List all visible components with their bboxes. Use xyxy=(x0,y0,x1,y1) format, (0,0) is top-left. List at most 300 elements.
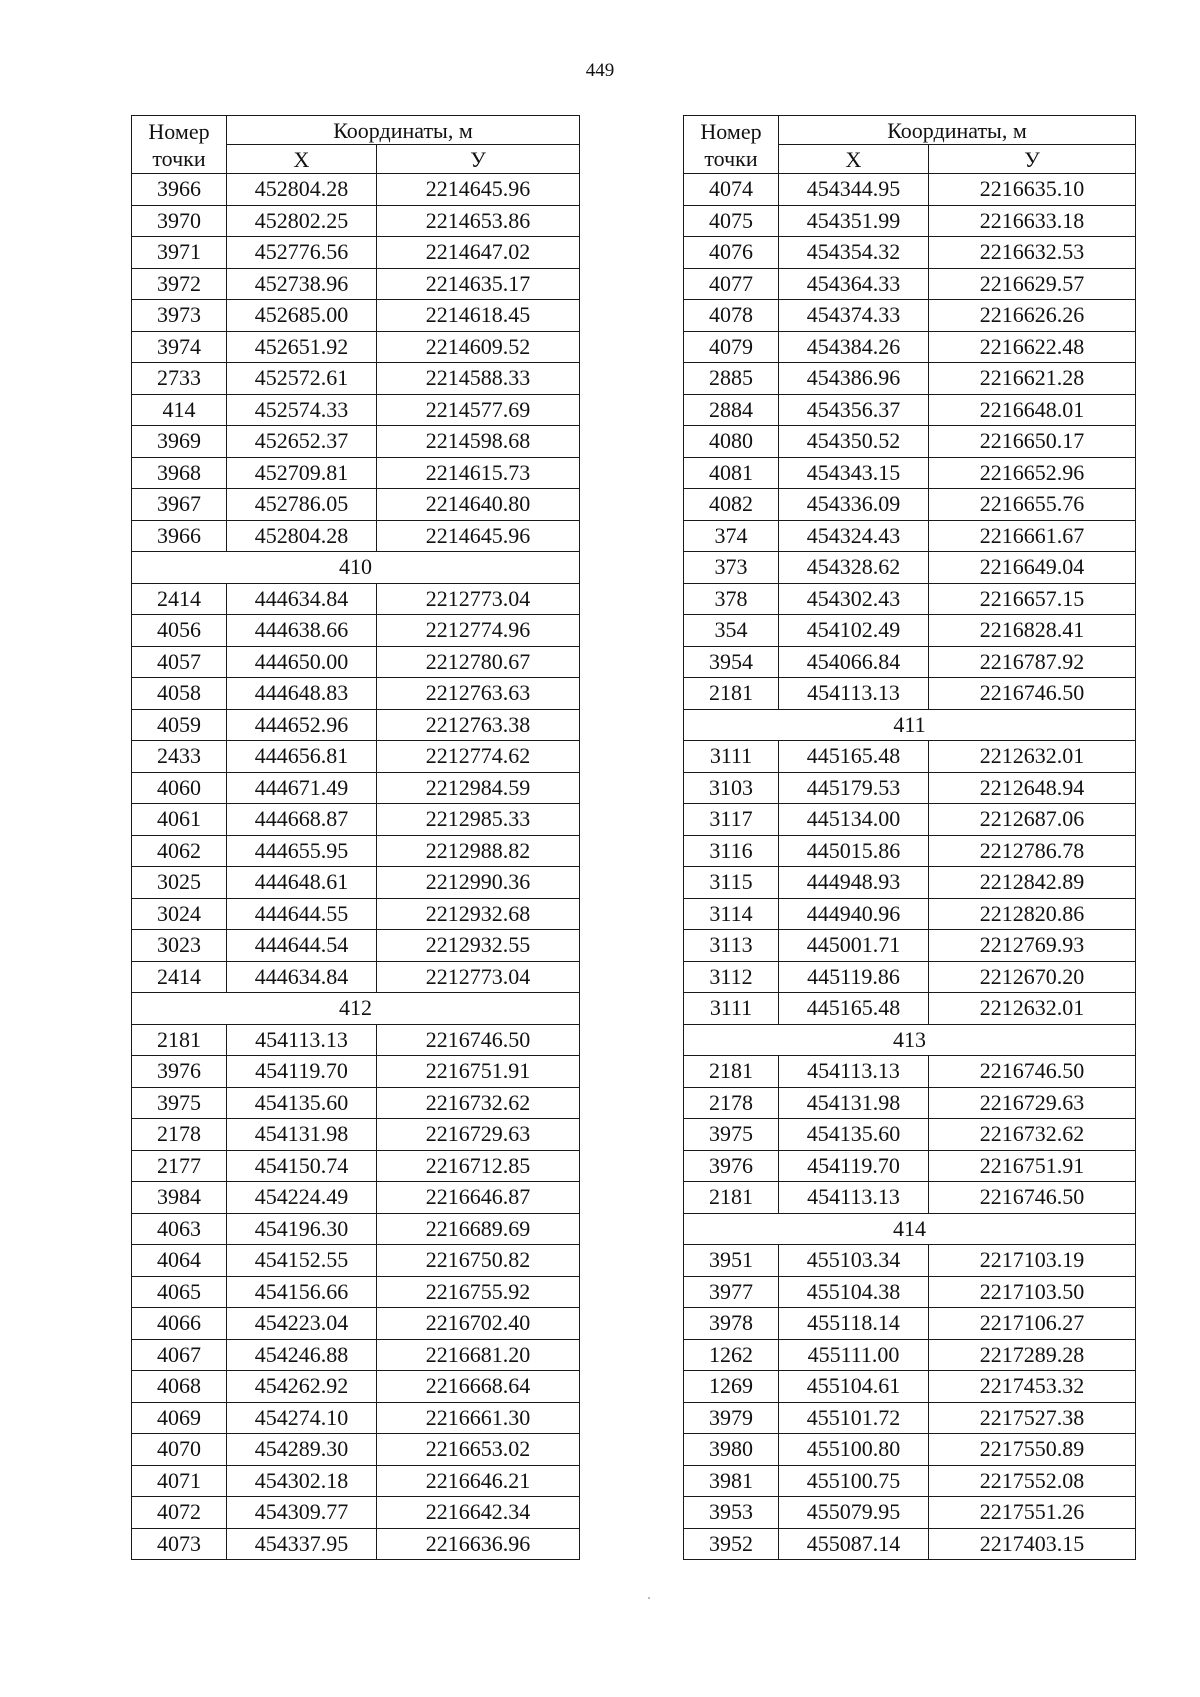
y-coordinate-cell: 2214645.96 xyxy=(377,174,580,206)
point-number-cell: 3953 xyxy=(684,1497,779,1529)
x-coordinate-cell: 444940.96 xyxy=(779,898,929,930)
point-number-cell: 3975 xyxy=(684,1119,779,1151)
table-row xyxy=(132,898,580,930)
y-coordinate-cell: 2216729.63 xyxy=(929,1087,1136,1119)
table-row xyxy=(132,835,580,867)
y-coordinate-cell: 2217289.28 xyxy=(929,1339,1136,1371)
table-row xyxy=(132,1497,580,1529)
table-row xyxy=(684,331,1136,363)
x-coordinate-cell: 454302.18 xyxy=(227,1465,377,1497)
section-row xyxy=(132,552,580,584)
table-row xyxy=(684,1371,1136,1403)
point-number-cell: 3979 xyxy=(684,1402,779,1434)
section-label: 413 xyxy=(684,1024,1136,1056)
x-coordinate-cell: 455103.34 xyxy=(779,1245,929,1277)
table-row xyxy=(132,1119,580,1151)
point-number-cell: 2733 xyxy=(132,363,227,395)
y-coordinate-cell: 2212670.20 xyxy=(929,961,1136,993)
x-coordinate-cell: 452802.25 xyxy=(227,205,377,237)
table-row xyxy=(684,678,1136,710)
point-number-cell: 373 xyxy=(684,552,779,584)
x-coordinate-cell: 454354.32 xyxy=(779,237,929,269)
x-coordinate-cell: 445165.48 xyxy=(779,741,929,773)
y-coordinate-cell: 2216655.76 xyxy=(929,489,1136,521)
y-coordinate-cell: 2214640.80 xyxy=(377,489,580,521)
point-number-cell: 2181 xyxy=(684,1056,779,1088)
point-number-cell: 4067 xyxy=(132,1339,227,1371)
y-coordinate-cell: 2212988.82 xyxy=(377,835,580,867)
y-coordinate-cell: 2214635.17 xyxy=(377,268,580,300)
y-coordinate-cell: 2217106.27 xyxy=(929,1308,1136,1340)
table-row xyxy=(132,237,580,269)
point-number-cell: 3967 xyxy=(132,489,227,521)
point-number-cell: 2414 xyxy=(132,583,227,615)
y-coordinate-cell: 2216648.01 xyxy=(929,394,1136,426)
x-coordinate-cell: 454351.99 xyxy=(779,205,929,237)
table-row xyxy=(132,709,580,741)
table-row xyxy=(132,300,580,332)
table-row xyxy=(132,1371,580,1403)
y-coordinate-cell: 2216689.69 xyxy=(377,1213,580,1245)
table-row xyxy=(132,1276,580,1308)
x-coordinate-cell: 454289.30 xyxy=(227,1434,377,1466)
point-number-cell: 4082 xyxy=(684,489,779,521)
table-row xyxy=(132,489,580,521)
point-number-header-line2: точки xyxy=(704,145,758,171)
point-number-header-line1: Номер xyxy=(700,118,762,144)
point-number-cell: 3112 xyxy=(684,961,779,993)
table-row xyxy=(132,1465,580,1497)
point-number-cell: 1262 xyxy=(684,1339,779,1371)
y-coordinate-cell: 2216732.62 xyxy=(377,1087,580,1119)
point-number-cell: 3025 xyxy=(132,867,227,899)
x-coordinate-cell: 444948.93 xyxy=(779,867,929,899)
right-table-body xyxy=(684,174,1136,1560)
y-coordinate-cell: 2216755.92 xyxy=(377,1276,580,1308)
coordinates-table-right xyxy=(683,115,1136,1560)
y-coordinate-cell: 2212774.96 xyxy=(377,615,580,647)
table-row xyxy=(132,1024,580,1056)
point-number-cell: 3954 xyxy=(684,646,779,678)
y-coordinate-cell: 2214645.96 xyxy=(377,520,580,552)
table-row xyxy=(684,741,1136,773)
x-coordinate-cell: 452804.28 xyxy=(227,174,377,206)
table-row xyxy=(684,835,1136,867)
y-coordinate-cell: 2214598.68 xyxy=(377,426,580,458)
x-coordinate-cell: 454131.98 xyxy=(779,1087,929,1119)
y-coordinate-cell: 2216751.91 xyxy=(377,1056,580,1088)
y-coordinate-cell: 2216746.50 xyxy=(377,1024,580,1056)
x-coordinate-cell: 452709.81 xyxy=(227,457,377,489)
point-number-cell: 4060 xyxy=(132,772,227,804)
y-coordinate-cell: 2216633.18 xyxy=(929,205,1136,237)
y-coordinate-cell: 2214653.86 xyxy=(377,205,580,237)
point-number-cell: 2181 xyxy=(132,1024,227,1056)
x-coordinate-cell: 454113.13 xyxy=(227,1024,377,1056)
point-number-cell: 4064 xyxy=(132,1245,227,1277)
table-row xyxy=(132,772,580,804)
coordinates-header: Координаты, м xyxy=(227,116,580,145)
y-coordinate-cell: 2214588.33 xyxy=(377,363,580,395)
x-coordinate-cell: 454066.84 xyxy=(779,646,929,678)
y-column-header: У xyxy=(377,145,580,174)
x-coordinate-cell: 454119.70 xyxy=(227,1056,377,1088)
x-coordinate-cell: 445179.53 xyxy=(779,772,929,804)
table-row xyxy=(684,1276,1136,1308)
y-coordinate-cell: 2216629.57 xyxy=(929,268,1136,300)
x-coordinate-cell: 454386.96 xyxy=(779,363,929,395)
y-coordinate-cell: 2212773.04 xyxy=(377,583,580,615)
table-row xyxy=(684,268,1136,300)
point-number-cell: 3111 xyxy=(684,741,779,773)
point-number-cell: 3117 xyxy=(684,804,779,836)
y-coordinate-cell: 2217550.89 xyxy=(929,1434,1136,1466)
x-column-header: Х xyxy=(227,145,377,174)
table-row xyxy=(684,993,1136,1025)
x-coordinate-cell: 452738.96 xyxy=(227,268,377,300)
point-number-cell: 3966 xyxy=(132,174,227,206)
y-coordinate-cell: 2216702.40 xyxy=(377,1308,580,1340)
x-coordinate-cell: 445134.00 xyxy=(779,804,929,836)
table-row xyxy=(132,804,580,836)
x-coordinate-cell: 444634.84 xyxy=(227,583,377,615)
table-row xyxy=(132,615,580,647)
x-coordinate-cell: 445001.71 xyxy=(779,930,929,962)
x-coordinate-cell: 454135.60 xyxy=(779,1119,929,1151)
point-number-cell: 3975 xyxy=(132,1087,227,1119)
table-row xyxy=(132,520,580,552)
x-coordinate-cell: 444638.66 xyxy=(227,615,377,647)
table-row xyxy=(684,646,1136,678)
x-coordinate-cell: 454324.43 xyxy=(779,520,929,552)
point-number-cell: 4061 xyxy=(132,804,227,836)
y-coordinate-cell: 2217403.15 xyxy=(929,1528,1136,1560)
y-coordinate-cell: 2212774.62 xyxy=(377,741,580,773)
y-coordinate-cell: 2214615.73 xyxy=(377,457,580,489)
x-coordinate-cell: 452776.56 xyxy=(227,237,377,269)
table-row xyxy=(684,489,1136,521)
y-coordinate-cell: 2212780.67 xyxy=(377,646,580,678)
x-coordinate-cell: 454150.74 xyxy=(227,1150,377,1182)
point-number-cell: 4062 xyxy=(132,835,227,867)
x-coordinate-cell: 454356.37 xyxy=(779,394,929,426)
point-number-cell: 4069 xyxy=(132,1402,227,1434)
y-coordinate-cell: 2217551.26 xyxy=(929,1497,1136,1529)
point-number-cell: 3976 xyxy=(132,1056,227,1088)
table-row xyxy=(684,552,1136,584)
x-coordinate-cell: 455101.72 xyxy=(779,1402,929,1434)
x-coordinate-cell: 444652.96 xyxy=(227,709,377,741)
point-number-cell: 4074 xyxy=(684,174,779,206)
table-row xyxy=(684,1465,1136,1497)
point-number-cell: 3978 xyxy=(684,1308,779,1340)
point-number-cell: 4065 xyxy=(132,1276,227,1308)
y-coordinate-cell: 2212773.04 xyxy=(377,961,580,993)
x-coordinate-cell: 455079.95 xyxy=(779,1497,929,1529)
point-number-cell: 3023 xyxy=(132,930,227,962)
point-number-cell: 2884 xyxy=(684,394,779,426)
x-coordinate-cell: 454119.70 xyxy=(779,1150,929,1182)
y-coordinate-cell: 2217103.50 xyxy=(929,1276,1136,1308)
table-row xyxy=(132,1150,580,1182)
table-row xyxy=(132,1056,580,1088)
y-coordinate-cell: 2216712.85 xyxy=(377,1150,580,1182)
y-coordinate-cell: 2216751.91 xyxy=(929,1150,1136,1182)
x-coordinate-cell: 454135.60 xyxy=(227,1087,377,1119)
table-row xyxy=(132,961,580,993)
y-coordinate-cell: 2212842.89 xyxy=(929,867,1136,899)
y-coordinate-cell: 2216732.62 xyxy=(929,1119,1136,1151)
y-coordinate-cell: 2216636.96 xyxy=(377,1528,580,1560)
y-coordinate-cell: 2212632.01 xyxy=(929,741,1136,773)
table-row xyxy=(132,268,580,300)
table-row xyxy=(684,1528,1136,1560)
point-number-cell: 3977 xyxy=(684,1276,779,1308)
table-row xyxy=(684,772,1136,804)
table-row xyxy=(132,867,580,899)
x-coordinate-cell: 454309.77 xyxy=(227,1497,377,1529)
x-coordinate-cell: 454274.10 xyxy=(227,1402,377,1434)
x-coordinate-cell: 452574.33 xyxy=(227,394,377,426)
point-number-cell: 3111 xyxy=(684,993,779,1025)
point-number-cell: 4081 xyxy=(684,457,779,489)
y-coordinate-cell: 2216657.15 xyxy=(929,583,1136,615)
point-number-cell: 4077 xyxy=(684,268,779,300)
x-coordinate-cell: 444656.81 xyxy=(227,741,377,773)
point-number-cell: 3966 xyxy=(132,520,227,552)
x-coordinate-cell: 454152.55 xyxy=(227,1245,377,1277)
table-row xyxy=(132,363,580,395)
x-coordinate-cell: 454113.13 xyxy=(779,1056,929,1088)
x-coordinate-cell: 445015.86 xyxy=(779,835,929,867)
y-coordinate-cell: 2216642.34 xyxy=(377,1497,580,1529)
table-row xyxy=(132,331,580,363)
section-row xyxy=(132,993,580,1025)
y-coordinate-cell: 2216646.87 xyxy=(377,1182,580,1214)
table-row xyxy=(684,1497,1136,1529)
y-coordinate-cell: 2216621.28 xyxy=(929,363,1136,395)
x-coordinate-cell: 455118.14 xyxy=(779,1308,929,1340)
y-coordinate-cell: 2217552.08 xyxy=(929,1465,1136,1497)
point-number-cell: 378 xyxy=(684,583,779,615)
page-number: 449 xyxy=(585,60,615,81)
table-row xyxy=(132,174,580,206)
table-row xyxy=(684,174,1136,206)
y-coordinate-cell: 2216750.82 xyxy=(377,1245,580,1277)
x-coordinate-cell: 445119.86 xyxy=(779,961,929,993)
table-row xyxy=(132,1402,580,1434)
section-row xyxy=(684,709,1136,741)
x-coordinate-cell: 455111.00 xyxy=(779,1339,929,1371)
x-coordinate-cell: 455100.80 xyxy=(779,1434,929,1466)
table-row xyxy=(132,646,580,678)
table-row xyxy=(132,1245,580,1277)
section-row xyxy=(684,1024,1136,1056)
x-coordinate-cell: 454113.13 xyxy=(779,678,929,710)
left-table-body xyxy=(132,174,580,1560)
point-number-cell: 3969 xyxy=(132,426,227,458)
coordinates-table-left xyxy=(131,115,580,1560)
y-coordinate-cell: 2217453.32 xyxy=(929,1371,1136,1403)
point-number-cell: 2177 xyxy=(132,1150,227,1182)
x-coordinate-cell: 454102.49 xyxy=(779,615,929,647)
point-number-cell: 4063 xyxy=(132,1213,227,1245)
y-column-header: У xyxy=(929,145,1136,174)
table-row xyxy=(684,1308,1136,1340)
y-coordinate-cell: 2216828.41 xyxy=(929,615,1136,647)
y-coordinate-cell: 2212985.33 xyxy=(377,804,580,836)
table-row xyxy=(684,1402,1136,1434)
x-coordinate-cell: 454196.30 xyxy=(227,1213,377,1245)
y-coordinate-cell: 2212932.68 xyxy=(377,898,580,930)
x-coordinate-cell: 455087.14 xyxy=(779,1528,929,1560)
table-row xyxy=(684,1245,1136,1277)
x-coordinate-cell: 455104.61 xyxy=(779,1371,929,1403)
point-number-header-line2: точки xyxy=(152,145,206,171)
table-row xyxy=(132,583,580,615)
table-row xyxy=(684,363,1136,395)
point-number-cell: 2433 xyxy=(132,741,227,773)
table-row xyxy=(684,1434,1136,1466)
y-coordinate-cell: 2214647.02 xyxy=(377,237,580,269)
table-row xyxy=(684,898,1136,930)
table-row xyxy=(684,930,1136,962)
section-row xyxy=(684,1213,1136,1245)
y-coordinate-cell: 2212932.55 xyxy=(377,930,580,962)
table-row xyxy=(132,394,580,426)
point-number-cell: 3115 xyxy=(684,867,779,899)
x-coordinate-cell: 454350.52 xyxy=(779,426,929,458)
point-number-cell: 374 xyxy=(684,520,779,552)
point-number-cell: 4071 xyxy=(132,1465,227,1497)
x-coordinate-cell: 455104.38 xyxy=(779,1276,929,1308)
point-number-cell: 2885 xyxy=(684,363,779,395)
point-number-cell: 4080 xyxy=(684,426,779,458)
section-label: 410 xyxy=(132,552,580,584)
x-coordinate-cell: 454131.98 xyxy=(227,1119,377,1151)
x-coordinate-cell: 454343.15 xyxy=(779,457,929,489)
x-coordinate-cell: 444648.61 xyxy=(227,867,377,899)
table-row xyxy=(684,426,1136,458)
x-coordinate-cell: 444644.55 xyxy=(227,898,377,930)
x-coordinate-cell: 454224.49 xyxy=(227,1182,377,1214)
table-row xyxy=(132,1339,580,1371)
y-coordinate-cell: 2214618.45 xyxy=(377,300,580,332)
point-number-cell: 414 xyxy=(132,394,227,426)
table-row xyxy=(132,741,580,773)
y-coordinate-cell: 2216746.50 xyxy=(929,678,1136,710)
y-coordinate-cell: 2212769.93 xyxy=(929,930,1136,962)
table-row xyxy=(684,394,1136,426)
coordinates-header: Координаты, м xyxy=(779,116,1136,145)
y-coordinate-cell: 2216668.64 xyxy=(377,1371,580,1403)
x-coordinate-cell: 444655.95 xyxy=(227,835,377,867)
point-number-cell: 3984 xyxy=(132,1182,227,1214)
x-coordinate-cell: 454302.43 xyxy=(779,583,929,615)
point-number-cell: 3024 xyxy=(132,898,227,930)
point-number-cell: 2178 xyxy=(684,1087,779,1119)
table-row xyxy=(684,1182,1136,1214)
point-number-cell: 4075 xyxy=(684,205,779,237)
table-row xyxy=(132,930,580,962)
x-coordinate-cell: 445165.48 xyxy=(779,993,929,1025)
table-row xyxy=(132,1528,580,1560)
x-coordinate-cell: 452572.61 xyxy=(227,363,377,395)
y-coordinate-cell: 2216632.53 xyxy=(929,237,1136,269)
point-number-header xyxy=(132,116,227,174)
y-coordinate-cell: 2212687.06 xyxy=(929,804,1136,836)
point-number-cell: 4066 xyxy=(132,1308,227,1340)
point-number-cell: 3952 xyxy=(684,1528,779,1560)
table-row xyxy=(132,205,580,237)
point-number-cell: 4079 xyxy=(684,331,779,363)
table-row xyxy=(684,615,1136,647)
x-coordinate-cell: 444650.00 xyxy=(227,646,377,678)
point-number-cell: 2181 xyxy=(684,1182,779,1214)
x-coordinate-cell: 454156.66 xyxy=(227,1276,377,1308)
point-number-header xyxy=(684,116,779,174)
point-number-cell: 3103 xyxy=(684,772,779,804)
table-row xyxy=(684,205,1136,237)
table-row xyxy=(684,1056,1136,1088)
x-coordinate-cell: 444648.83 xyxy=(227,678,377,710)
point-number-cell: 2414 xyxy=(132,961,227,993)
point-number-cell: 3980 xyxy=(684,1434,779,1466)
x-coordinate-cell: 452804.28 xyxy=(227,520,377,552)
point-number-cell: 3972 xyxy=(132,268,227,300)
x-coordinate-cell: 444668.87 xyxy=(227,804,377,836)
point-number-cell: 4072 xyxy=(132,1497,227,1529)
y-coordinate-cell: 2212763.63 xyxy=(377,678,580,710)
point-number-cell: 4056 xyxy=(132,615,227,647)
point-number-cell: 354 xyxy=(684,615,779,647)
x-coordinate-cell: 454364.33 xyxy=(779,268,929,300)
y-coordinate-cell: 2216746.50 xyxy=(929,1182,1136,1214)
point-number-cell: 4076 xyxy=(684,237,779,269)
table-row xyxy=(684,457,1136,489)
y-coordinate-cell: 2212990.36 xyxy=(377,867,580,899)
point-number-cell: 3974 xyxy=(132,331,227,363)
x-coordinate-cell: 452652.37 xyxy=(227,426,377,458)
point-number-cell: 1269 xyxy=(684,1371,779,1403)
y-coordinate-cell: 2212786.78 xyxy=(929,835,1136,867)
point-number-cell: 3968 xyxy=(132,457,227,489)
point-number-cell: 4073 xyxy=(132,1528,227,1560)
y-coordinate-cell: 2216652.96 xyxy=(929,457,1136,489)
table-row xyxy=(132,426,580,458)
x-coordinate-cell: 454328.62 xyxy=(779,552,929,584)
x-coordinate-cell: 454223.04 xyxy=(227,1308,377,1340)
table-row xyxy=(684,1150,1136,1182)
x-coordinate-cell: 454336.09 xyxy=(779,489,929,521)
x-coordinate-cell: 452685.00 xyxy=(227,300,377,332)
y-coordinate-cell: 2212984.59 xyxy=(377,772,580,804)
x-coordinate-cell: 452651.92 xyxy=(227,331,377,363)
x-coordinate-cell: 454384.26 xyxy=(779,331,929,363)
x-coordinate-cell: 454262.92 xyxy=(227,1371,377,1403)
section-label: 412 xyxy=(132,993,580,1025)
y-coordinate-cell: 2212648.94 xyxy=(929,772,1136,804)
point-number-cell: 4057 xyxy=(132,646,227,678)
point-number-cell: 3951 xyxy=(684,1245,779,1277)
y-coordinate-cell: 2216661.67 xyxy=(929,520,1136,552)
table-row xyxy=(684,804,1136,836)
point-number-cell: 3971 xyxy=(132,237,227,269)
table-row xyxy=(132,457,580,489)
table-row xyxy=(132,1308,580,1340)
y-coordinate-cell: 2216681.20 xyxy=(377,1339,580,1371)
x-coordinate-cell: 454344.95 xyxy=(779,174,929,206)
